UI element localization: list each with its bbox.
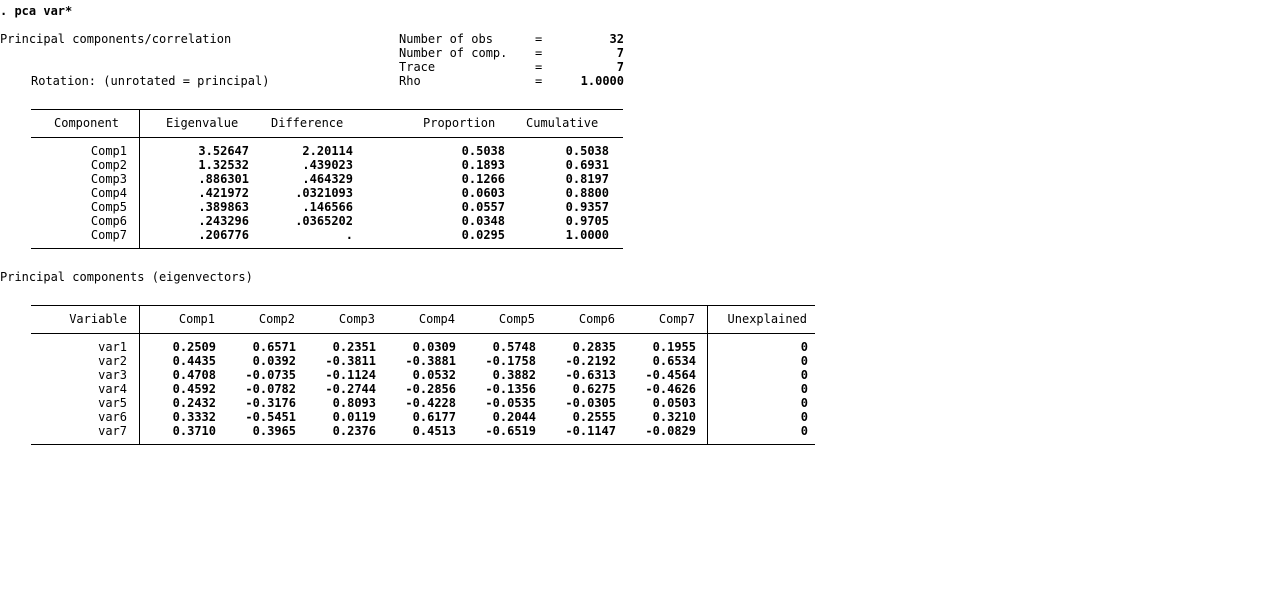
col-header-comp: Comp7 bbox=[658, 312, 695, 326]
loading-cell: 0.4708 bbox=[172, 368, 216, 382]
loading-cell: -0.1758 bbox=[485, 354, 536, 368]
loading-cell: 0.4513 bbox=[412, 424, 456, 438]
stat-label: Rho bbox=[399, 74, 421, 88]
component-name: Comp1 bbox=[90, 144, 127, 158]
cumulative-cell: 0.9705 bbox=[565, 214, 609, 228]
loading-cell: 0.2509 bbox=[172, 340, 216, 354]
loading-cell: -0.0782 bbox=[245, 382, 296, 396]
col-header-component: Component bbox=[54, 116, 120, 130]
loading-cell: 0.5748 bbox=[492, 340, 536, 354]
stat-label: Trace bbox=[399, 60, 436, 74]
col-header-comp: Comp5 bbox=[498, 312, 535, 326]
eigenvalue-cell: .421972 bbox=[198, 186, 249, 200]
cumulative-cell: 1.0000 bbox=[565, 228, 609, 242]
proportion-cell: 0.0603 bbox=[461, 186, 505, 200]
command-line: . pca var* bbox=[0, 4, 73, 18]
component-name: Comp6 bbox=[90, 214, 127, 228]
stat-label: Number of comp. bbox=[399, 46, 508, 60]
col-header-comp: Comp4 bbox=[418, 312, 455, 326]
proportion-cell: 0.0557 bbox=[461, 200, 505, 214]
col-header-cumulative: Cumulative bbox=[526, 116, 599, 130]
loading-cell: 0.3710 bbox=[172, 424, 216, 438]
loading-cell: -0.3881 bbox=[405, 354, 456, 368]
col-header-comp: Comp2 bbox=[258, 312, 295, 326]
table-rule-header bbox=[31, 333, 815, 334]
loading-cell: 0.0119 bbox=[332, 410, 376, 424]
component-name: Comp7 bbox=[90, 228, 127, 242]
loading-cell: 0.6275 bbox=[572, 382, 616, 396]
table-rule-bottom bbox=[31, 444, 815, 445]
loading-cell: 0.4435 bbox=[172, 354, 216, 368]
variable-name: var7 bbox=[98, 424, 127, 438]
col-header-proportion: Proportion bbox=[423, 116, 496, 130]
unexplained-cell: 0 bbox=[800, 410, 808, 424]
unexplained-cell: 0 bbox=[800, 368, 808, 382]
cumulative-cell: 0.6931 bbox=[565, 158, 609, 172]
cumulative-cell: 0.8197 bbox=[565, 172, 609, 186]
eigenvalue-cell: .886301 bbox=[198, 172, 249, 186]
loading-cell: 0.4592 bbox=[172, 382, 216, 396]
eigenvalue-cell: 1.32532 bbox=[198, 158, 249, 172]
difference-cell: . bbox=[345, 228, 353, 242]
loading-cell: -0.2744 bbox=[325, 382, 376, 396]
col-header-comp: Comp6 bbox=[578, 312, 615, 326]
loading-cell: 0.6571 bbox=[252, 340, 296, 354]
cumulative-cell: 0.5038 bbox=[565, 144, 609, 158]
table-rule-header bbox=[31, 137, 623, 138]
col-header-unexplained: Unexplained bbox=[727, 312, 807, 326]
loading-cell: -0.1147 bbox=[565, 424, 616, 438]
loading-cell: -0.3811 bbox=[325, 354, 376, 368]
cumulative-cell: 0.9357 bbox=[565, 200, 609, 214]
col-header-eigenvalue: Eigenvalue bbox=[166, 116, 239, 130]
difference-cell: .146566 bbox=[302, 200, 353, 214]
stat-equals: = bbox=[535, 32, 543, 46]
cumulative-cell: 0.8800 bbox=[565, 186, 609, 200]
col-header-comp: Comp1 bbox=[178, 312, 215, 326]
rotation-note: Rotation: (unrotated = principal) bbox=[31, 74, 270, 88]
loading-cell: 0.2044 bbox=[492, 410, 536, 424]
loading-cell: -0.4626 bbox=[645, 382, 696, 396]
stat-value: 1.0000 bbox=[580, 74, 624, 88]
variable-name: var5 bbox=[98, 396, 127, 410]
loading-cell: -0.6519 bbox=[485, 424, 536, 438]
component-name: Comp2 bbox=[90, 158, 127, 172]
difference-cell: .464329 bbox=[302, 172, 353, 186]
loading-cell: -0.0305 bbox=[565, 396, 616, 410]
eigenvectors-title: Principal components (eigenvectors) bbox=[0, 270, 253, 284]
loading-cell: 0.3332 bbox=[172, 410, 216, 424]
loading-cell: 0.2432 bbox=[172, 396, 216, 410]
loading-cell: -0.1356 bbox=[485, 382, 536, 396]
unexplained-cell: 0 bbox=[800, 354, 808, 368]
stat-equals: = bbox=[535, 46, 543, 60]
stat-equals: = bbox=[535, 60, 543, 74]
loading-cell: 0.0309 bbox=[412, 340, 456, 354]
loading-cell: 0.2835 bbox=[572, 340, 616, 354]
proportion-cell: 0.5038 bbox=[461, 144, 505, 158]
unexplained-cell: 0 bbox=[800, 396, 808, 410]
loading-cell: 0.2376 bbox=[332, 424, 376, 438]
stat-value: 7 bbox=[616, 46, 624, 60]
loading-cell: -0.0535 bbox=[485, 396, 536, 410]
variable-name: var1 bbox=[98, 340, 127, 354]
stat-value: 7 bbox=[616, 60, 624, 74]
component-name: Comp4 bbox=[90, 186, 127, 200]
difference-cell: .0321093 bbox=[295, 186, 353, 200]
eigenvalue-cell: 3.52647 bbox=[198, 144, 249, 158]
unexplained-cell: 0 bbox=[800, 424, 808, 438]
loading-cell: 0.2351 bbox=[332, 340, 376, 354]
table-rule-bottom bbox=[31, 248, 623, 249]
unexplained-cell: 0 bbox=[800, 382, 808, 396]
loading-cell: -0.4228 bbox=[405, 396, 456, 410]
analysis-title: Principal components/correlation bbox=[0, 32, 232, 46]
table-column-divider bbox=[707, 306, 708, 445]
stat-value: 32 bbox=[609, 32, 624, 46]
loading-cell: 0.1955 bbox=[652, 340, 696, 354]
loading-cell: -0.3176 bbox=[245, 396, 296, 410]
variable-name: var4 bbox=[98, 382, 127, 396]
proportion-cell: 0.1893 bbox=[461, 158, 505, 172]
loading-cell: 0.0392 bbox=[252, 354, 296, 368]
loading-cell: 0.0503 bbox=[652, 396, 696, 410]
col-header-variable: Variable bbox=[69, 312, 127, 326]
stat-equals: = bbox=[535, 74, 543, 88]
col-header-comp: Comp3 bbox=[338, 312, 375, 326]
loading-cell: -0.4564 bbox=[645, 368, 696, 382]
difference-cell: 2.20114 bbox=[302, 144, 353, 158]
table-rule-top bbox=[31, 109, 623, 110]
loading-cell: 0.6177 bbox=[412, 410, 456, 424]
loading-cell: 0.8093 bbox=[332, 396, 376, 410]
loading-cell: 0.6534 bbox=[652, 354, 696, 368]
stat-label: Number of obs bbox=[399, 32, 493, 46]
loading-cell: 0.3882 bbox=[492, 368, 536, 382]
col-header-difference: Difference bbox=[271, 116, 344, 130]
table-rule-top bbox=[31, 305, 815, 306]
loading-cell: 0.0532 bbox=[412, 368, 456, 382]
loading-cell: -0.2856 bbox=[405, 382, 456, 396]
proportion-cell: 0.0295 bbox=[461, 228, 505, 242]
variable-name: var3 bbox=[98, 368, 127, 382]
loading-cell: 0.2555 bbox=[572, 410, 616, 424]
loading-cell: -0.0829 bbox=[645, 424, 696, 438]
eigenvalue-cell: .206776 bbox=[198, 228, 249, 242]
proportion-cell: 0.0348 bbox=[461, 214, 505, 228]
unexplained-cell: 0 bbox=[800, 340, 808, 354]
difference-cell: .439023 bbox=[302, 158, 353, 172]
loading-cell: 0.3210 bbox=[652, 410, 696, 424]
loading-cell: -0.2192 bbox=[565, 354, 616, 368]
difference-cell: .0365202 bbox=[295, 214, 353, 228]
eigenvalue-cell: .389863 bbox=[198, 200, 249, 214]
proportion-cell: 0.1266 bbox=[461, 172, 505, 186]
eigenvalue-cell: .243296 bbox=[198, 214, 249, 228]
loading-cell: -0.1124 bbox=[325, 368, 376, 382]
variable-name: var2 bbox=[98, 354, 127, 368]
component-name: Comp5 bbox=[90, 200, 127, 214]
component-name: Comp3 bbox=[90, 172, 127, 186]
loading-cell: -0.0735 bbox=[245, 368, 296, 382]
loading-cell: -0.6313 bbox=[565, 368, 616, 382]
loading-cell: 0.3965 bbox=[252, 424, 296, 438]
loading-cell: -0.5451 bbox=[245, 410, 296, 424]
variable-name: var6 bbox=[98, 410, 127, 424]
